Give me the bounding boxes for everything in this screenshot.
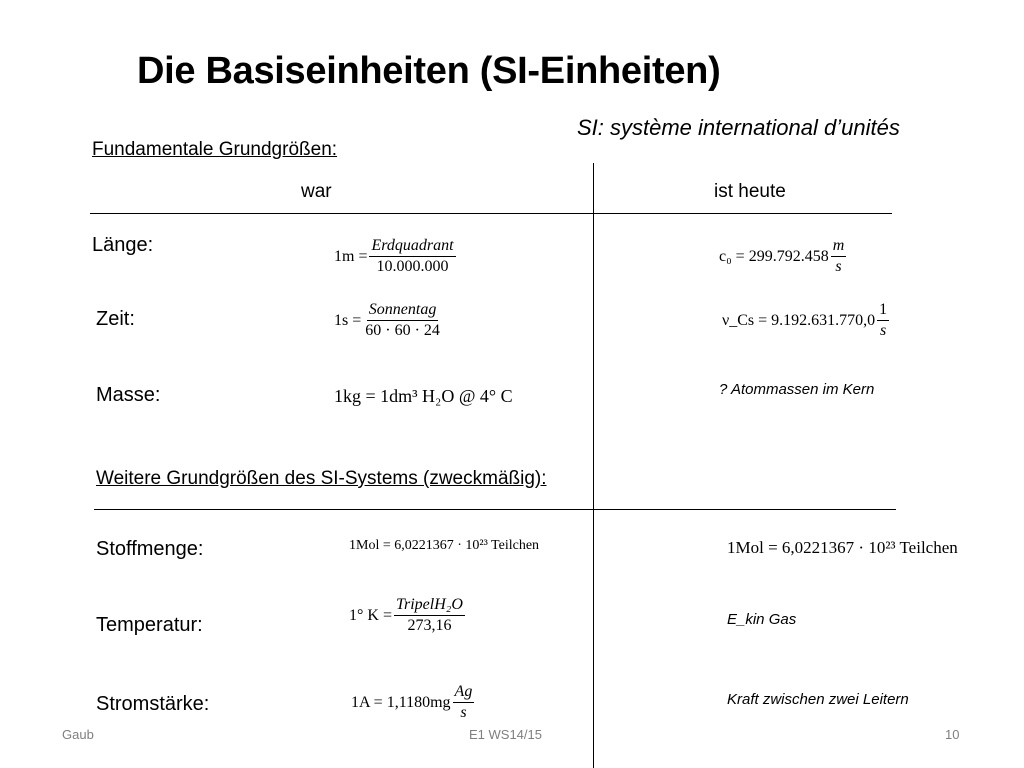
formula-stoffmenge-heute: 1Mol = 6,0221367 · 10²³ Teilchen [727,538,958,557]
fraction [363,301,442,341]
section-divider-line [94,509,896,510]
formula-lhs: ν_Cs = 9.192.631.770,0 [722,311,876,329]
formula-lhs: 1s = [334,311,362,329]
fraction-denominator: s [460,704,467,722]
fraction-numerator: 1 [877,301,889,321]
fraction-numerator: Sonnentag [367,301,439,321]
section-heading-weitere: Weitere Grundgrößen des SI-Systems (zweckmäßig): [96,468,547,489]
fraction-numerator: m [831,237,847,257]
fraction-denominator: 60 · 60 · 24 [365,322,440,340]
fraction-denominator: 273,16 [407,617,452,635]
section-heading-fundamental: Fundamentale Grundgrößen: [92,139,338,160]
fraction-numerator: Erdquadrant [369,237,455,257]
note-masse-heute: ? Atommassen im Kern [719,381,875,398]
label-masse: Masse: [96,384,161,406]
formula-temperatur-war [349,596,467,636]
fraction-denominator: s [835,258,842,276]
label-stoffmenge: Stoffmenge: [96,538,204,560]
footer-course: E1 WS14/15 [469,727,542,742]
label-stromstaerke: Stromstärke: [96,693,210,715]
formula-lhs: 1A = 1,1180mg [351,693,451,711]
fraction [453,683,475,723]
formula-zeit-war [334,301,444,341]
formula-zeit-heute [722,301,891,341]
label-temperatur: Temperatur: [96,614,203,636]
fraction-denominator: s [880,322,887,340]
label-laenge: Länge: [92,234,154,256]
column-header-heute: ist heute [714,181,786,202]
formula-lhs: 1° K = [349,606,392,624]
formula-lhs: 1m = [334,247,368,265]
formula-laenge-heute [719,237,848,277]
formula-stromstaerke-war [351,683,476,723]
fraction [877,301,889,341]
fraction-numerator: Ag [453,683,475,703]
column-header-war: war [301,181,332,202]
fraction-denominator: 10.000.000 [376,258,449,276]
formula-lhs: c₀ = 299.792.458 [719,247,829,265]
page-title: Die Basiseinheiten (SI-Einheiten) [137,50,721,92]
fraction-numerator: TripelH₂O [394,596,465,616]
formula-masse-war: 1kg = 1dm³ H₂O @ 4° C [334,386,513,406]
fraction [831,237,847,277]
footer-page-number: 10 [945,727,960,742]
header-divider-line [90,213,892,214]
fraction [394,596,465,636]
label-zeit: Zeit: [96,308,135,330]
formula-stoffmenge-war: 1Mol = 6,0221367 · 10²³ Teilchen [349,538,540,553]
subtitle: SI: système international d’unités [577,115,900,140]
note-temperatur-heute: E_kin Gas [727,611,797,628]
formula-laenge-war [334,237,458,277]
note-stromstaerke-heute: Kraft zwischen zwei Leitern [727,691,909,708]
footer-author: Gaub [62,727,94,742]
column-divider-line [593,163,594,768]
fraction [369,237,455,277]
